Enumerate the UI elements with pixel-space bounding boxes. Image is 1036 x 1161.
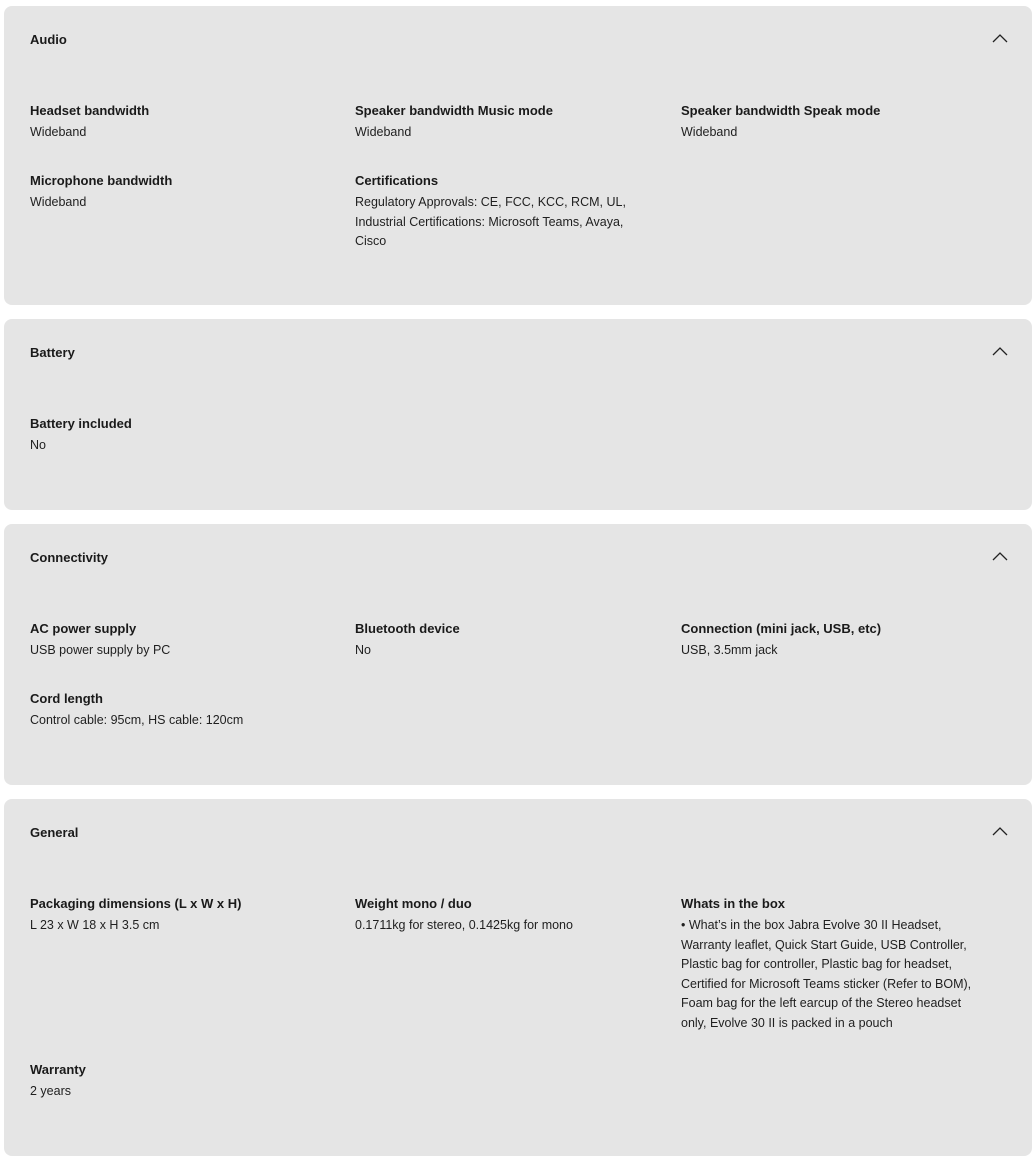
attribute-speaker-bandwidth-speak xyxy=(681,103,981,143)
section-connectivity-header[interactable] xyxy=(4,524,1032,592)
attribute-packaging-dimensions xyxy=(30,896,330,936)
attribute-label: Battery included xyxy=(30,416,132,431)
attribute-value: Control cable: 95cm, HS cable: 120cm xyxy=(30,713,244,727)
attribute-microphone-bandwidth xyxy=(30,173,330,213)
attribute-label: Cord length xyxy=(30,691,103,706)
attribute-value: No xyxy=(355,643,371,657)
attribute-label: Speaker bandwidth Music mode xyxy=(355,103,553,118)
chevron-up-icon[interactable] xyxy=(992,551,1008,561)
attribute-value: USB power supply by PC xyxy=(30,643,171,657)
attribute-value: Wideband xyxy=(355,125,412,139)
attribute-bluetooth-device xyxy=(355,621,655,661)
attribute-label: Whats in the box xyxy=(681,896,785,911)
attribute-value: 2 years xyxy=(30,1084,71,1098)
section-audio xyxy=(4,6,1032,305)
section-title: General xyxy=(30,825,79,840)
attribute-whats-in-the-box xyxy=(681,896,981,1033)
attribute-value: Regulatory Approvals: CE, FCC, KCC, RCM, UL, Industrial Certifications: Microsoft Teams, Avaya, Cisco xyxy=(355,195,626,248)
attribute-ac-power-supply xyxy=(30,621,330,661)
section-title: Connectivity xyxy=(30,550,109,565)
attribute-value: 0.1711kg for stereo, 0.1425kg for mono xyxy=(355,918,573,932)
attribute-value: No xyxy=(30,438,46,452)
attribute-label: Warranty xyxy=(30,1062,86,1077)
section-connectivity xyxy=(4,524,1032,785)
section-title: Battery xyxy=(30,345,75,360)
section-general-header[interactable] xyxy=(4,799,1032,867)
attribute-speaker-bandwidth-music xyxy=(355,103,655,143)
section-title: Audio xyxy=(30,32,67,47)
attribute-value: Wideband xyxy=(30,195,87,209)
attribute-label: Headset bandwidth xyxy=(30,103,150,118)
attribute-value: USB, 3.5mm jack xyxy=(681,643,778,657)
attribute-battery-included xyxy=(30,416,330,456)
attribute-label: AC power supply xyxy=(30,621,137,636)
section-battery-header[interactable] xyxy=(4,319,1032,387)
attribute-label: Connection (mini jack, USB, etc) xyxy=(681,621,882,636)
attribute-weight xyxy=(355,896,655,936)
chevron-up-icon[interactable] xyxy=(992,33,1008,43)
section-audio-header[interactable] xyxy=(4,6,1032,74)
attribute-headset-bandwidth xyxy=(30,103,330,143)
attribute-label: Microphone bandwidth xyxy=(30,173,173,188)
attribute-certifications xyxy=(355,173,645,252)
attribute-value: Wideband xyxy=(30,125,87,139)
section-battery xyxy=(4,319,1032,510)
section-general xyxy=(4,799,1032,1156)
attribute-value: L 23 x W 18 x H 3.5 cm xyxy=(30,918,160,932)
chevron-up-icon[interactable] xyxy=(992,826,1008,836)
attribute-value: • What’s in the box Jabra Evolve 30 II Headset, Warranty leaflet, Quick Start Guide, USB Controller, Plastic bag for controller, Plastic bag for headset, Certified for Microsoft Teams sticker (Refer to BOM), Foam bag for the left earcup of the Stereo headset only, Evolve 30 II is packed in a pouch xyxy=(681,918,972,1030)
attribute-warranty xyxy=(30,1062,330,1102)
attribute-label: Weight mono / duo xyxy=(355,896,472,911)
attribute-label: Speaker bandwidth Speak mode xyxy=(681,103,881,118)
attribute-cord-length xyxy=(30,691,330,731)
chevron-up-icon[interactable] xyxy=(992,346,1008,356)
attribute-label: Packaging dimensions (L x W x H) xyxy=(30,896,242,911)
attribute-label: Bluetooth device xyxy=(355,621,460,636)
attribute-value: Wideband xyxy=(681,125,738,139)
attribute-label: Certifications xyxy=(355,173,439,188)
attribute-connection xyxy=(681,621,981,661)
